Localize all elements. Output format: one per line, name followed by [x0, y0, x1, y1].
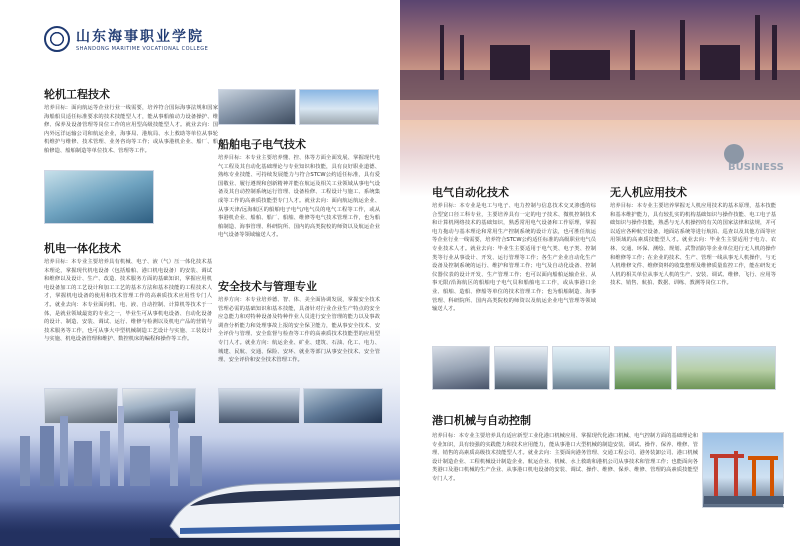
crane-silhouette-icon [704, 436, 784, 504]
photo-engine-room [44, 170, 154, 224]
section-body-drone: 培养目标：本专业主要培养掌握无人机应用技术的基本原理，基本技能和基本维护能力，具有较扎实的机构基础知识与操作技能、电工电子基础知识与操作技能，熟悉与无人机操控的有关的国家法律和法规，并可以适应各种航空设备，地面站系统等进行航拍、巡查以及其他方面等应用领域的高素质技能型人才。就业去向：毕业生主要适用于电力、农林、交通、环保、测绘、规划、武警消防等企业单位进行无人机的操作和维修等工作；在企业的技术、生产、管理一线从事无人机操作，与无人机维修文件、维修资料的收集整理及维修质量监控工作，能在研发无人机的相关单位从事无人机的生产、安装、调试、维修、飞行、应用等技术、销售、航拍、数据、训练、教测等岗位工作。 [610, 203, 776, 287]
section-title-ship-electronics: 船舶电子电气技术 [218, 138, 306, 151]
section-title-marine-engineering: 轮机工程技术 [44, 88, 110, 101]
high-speed-train-illustration [150, 446, 400, 546]
section-title-safety: 安全技术与管理专业 [218, 280, 317, 293]
section-title-mechatronics: 机电一体化技术 [44, 242, 121, 255]
school-name-en: SHANDONG MARITIME VOCATIONAL COLLEGE [76, 46, 209, 52]
section-title-drone: 无人机应用技术 [610, 186, 687, 199]
section-title-electrical-automation: 电气自动化技术 [432, 186, 509, 199]
section-title-port-machinery: 港口机械与自动控制 [432, 414, 531, 427]
business-3d-text-graphic [722, 140, 792, 176]
svg-text:BUSINESS: BUSINESS [728, 162, 784, 173]
school-name-cn: 山东海事职业学院 [76, 29, 204, 45]
photo-drone-spraying [676, 346, 776, 390]
photo-drone-field [614, 346, 672, 390]
photo-classroom [218, 89, 296, 125]
photo-campus-building [299, 89, 379, 125]
photo-automation-lab [552, 346, 610, 390]
section-body-marine-engineering: 培养目标：面向航运等企业行业一线需要，培养符合国际海事法规和国家海船船员适任标准要求的技术技能型人才，能从事船舶动力设备操护、维修、保养及设备管理等岗位工作的应用型高级技能型人才。就业去向：国内外远洋运输公司和航运企业，海事局、港航局、水上救助等单位从事轮机维护与维修、技术管理、业务咨询等工作；或从事港机企业、船厂、船舶修造、船舶制造等单位技术、管理等工作。 [44, 105, 218, 154]
section-body-ship-electronics: 培养目标：本专业主要培养懂、控、体等方面全面发展、掌握现代电气工程及其自动化基础理论与专业知识和技能，具有良好职业道德、熟练专业技能、可持续发展能力与符合STCW公约适任标准，具有爱国敬业、履行遵规和创新精神并能在航运及相关工业领域从事电气设备及其自动控制系统运行管理、设备检修、工程设计与施工、系统集成等工作的高素质技能型专门人才。就业去向：面向航运航运企业、从事天津/远海航区的船舶电子电气/电气员的电气工程等工作，或从事港机企业、船舶、船厂、船舶、维修等电气技术管理工作，也为船舶制造、海事管理、科研院所、国内的高类院校的师资以及航运企业电气设备等领域输送人才。 [218, 155, 380, 239]
section-body-mechatronics: 培养目标：本专业主要培养具有机械、电子、液（气）压一体化技术基本理论，掌握现代机电设备（包括船舶、港口机电设备）的安装、调试和维修以及设计、生产、改造、技术服务方面的基础知识，掌握应用机电设备加工的工艺设计和加工工艺的基本方法和基本技能的工程技术人才，掌握机电设备的使用和技术管理工作的高素质技术应用性专门人才。就业去向：本专业面向机、电、液、自动控制、计算机等技术于一体，是就业领域最宽的专业之一，毕业生可从事机电设备、自动化设备的设计、制造、安装、调试、运行、维修与检测以及机电产品的营销与技术服务等工作，也可从事大中型机械制造工艺设计与实施、工装设计与实施、机电设备管理和维护、数控机床的编程和操作等工作。 [44, 259, 212, 343]
photo-electrical-lab [494, 346, 548, 390]
section-body-safety: 培养方向：本专业培养德、智、体、美全面协调发展，掌握安全技术管理必需的基础知识和基本技能，具备针对行业企业生产特点的安全应急能力和对特种设备及特种作业人员进行安全管理的能力以及事故调查分析能力和处理事故上报的安全保卫能力，能从事安全技术、安全评价与管理、安全监督与检查等工作的高素质技术技能型的应用型专门人才。就业方向：航运企业、矿业、建筑、石油、化工、电力、城建、民航、交通、保险、安环、就业等部门从事安全技术、安全管理、安全评价和安全技术管理工作。 [218, 297, 380, 364]
photo-control-panel [432, 346, 490, 390]
section-body-electrical-automation: 培养目标：本专业是电工与电子、电力控制与信息技术交叉渗透的综合型宽口径工科专业，主要培养具有一定的电子技术、微机控制技术和计算机网络技术的基础知识，熟悉常用电气设备和工作原理，掌握电力拖动与基本理论和常用生产控制系统的设计方法，也可胜任航运等企业行业一线需要，培养符合STCW公约适任标准的高级职业电气员专业技术人才。就业去向：毕业生主要适用于电气类、电子类、控制类等行业从事设计、开发、运行管理等工作；各生产企业自动化生产设备及控制系统的运行、维护和管理工作；电气及自动化设备、控制仪器仪表的设计开发、生产管理工作；也可以面向船舶运输企业、从事无限/沿海航区的船舶电子电气员和船舶电工工作，或从事港口企业、船舶、造船、修船等单位的技术管理工作；也为船舶制造、海事管理、科研院所、国内高类院校的师资以及航运企业电气管理等领域输送人才。 [432, 203, 596, 313]
school-logo [44, 26, 208, 52]
section-body-port-machinery: 培养目标：本专业主要培养具有适应新型工业化港口机械应用、掌握现代化港口机械、电气控制方面的基础理论和专业知识，具有较强的实践能力和技术应用能力，能从事港口大型机械的制造安装、调试、操作、保养、维修、管理、销售的高素质高级技术技能型人才。就业去向：主要面向港务管理、交通工程公司、港务装卸公司、港口机械设计制造企业、工程机械设计制造企业、航运企业、机械、水上救助和港机公司从事技术和管理工作；也能面向各类港口及港口机械的生产企业、从事港口机电设备的安装、调试、操作、维修、保养、维修、管理的高素质技能型专门人才。 [432, 433, 698, 482]
right-page [400, 0, 800, 546]
industrial-sunset-photo [400, 0, 800, 120]
school-seal-icon [44, 26, 70, 52]
